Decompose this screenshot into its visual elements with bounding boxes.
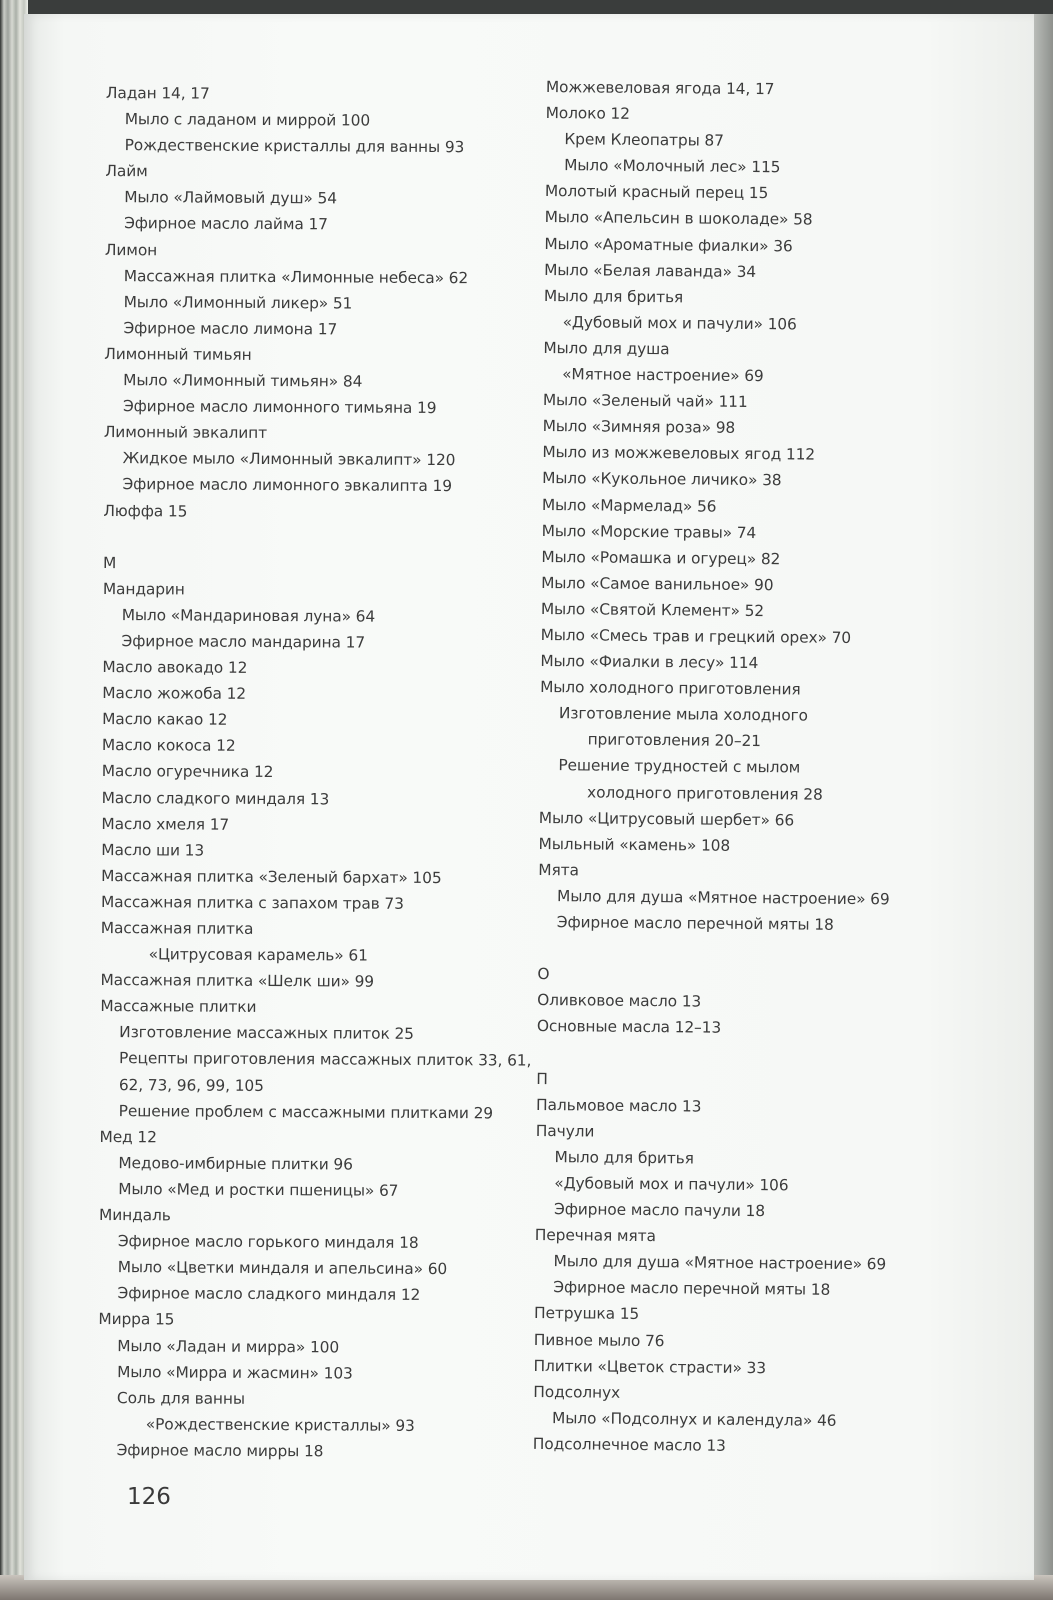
index-entry: Мыльный «камень» 108 [538, 834, 731, 855]
index-subentry: «Дубовый мох и пачули» 106 [554, 1174, 789, 1195]
index-entry: Лимонный эвкалипт [103, 423, 268, 443]
index-entry: Мыло «Ароматные фиалки» 36 [544, 234, 793, 255]
index-entry: Мыло для душа [543, 338, 670, 359]
index-entry: Мыло «Ромашка и огурец» 82 [541, 547, 781, 568]
index-subentry: Жидкое мыло «Лимонный эвкалипт» 120 [122, 449, 456, 470]
index-entry: Мыло для бритья [543, 286, 684, 307]
index-entry: Миндаль [99, 1206, 171, 1225]
index-subentry: Соль для ванны [116, 1388, 245, 1408]
next-page-edge [1034, 14, 1053, 1580]
index-column-right [533, 74, 986, 1461]
index-entry: Молотый красный перец 15 [544, 182, 769, 203]
index-subentry: Мыло для душа «Мятное настроение» 69 [553, 1252, 887, 1274]
index-entry: Мед 12 [99, 1127, 157, 1147]
index-section-letter: М [102, 553, 117, 572]
index-subentry: «Цитрусовая карамель» 61 [148, 945, 368, 965]
index-entry: Массажная плитка «Зеленый бархат» 105 [101, 866, 442, 887]
index-subentry: Мыло «Подсолнух и календула» 46 [552, 1408, 837, 1430]
index-entry: Масло огуречника 12 [101, 762, 274, 782]
index-subentry: Эфирное масло лимонного эвкалипта 19 [122, 475, 452, 496]
index-subentry: Крем Клеопатры 87 [564, 130, 724, 150]
index-entry: Мыло «Зимняя роза» 98 [542, 417, 736, 438]
index-subentry: 62, 73, 96, 99, 105 [118, 1075, 264, 1095]
index-entry: Подсолнечное масло 13 [532, 1434, 726, 1455]
index-section-letter: О [537, 965, 550, 984]
index-entry: Мыло «Смесь трав и грецкий орех» 70 [540, 625, 852, 647]
index-subentry: Эфирное масло пачули 18 [554, 1200, 766, 1221]
index-subentry: Изготовление массажных плиток 25 [119, 1023, 414, 1044]
index-entry: Мыло «Святой Клемент» 52 [540, 599, 765, 620]
index-subentry: Эфирное масло горького миндаля 18 [117, 1232, 419, 1253]
index-entry: Мыло «Мармелад» 56 [541, 495, 717, 516]
index-subentry: приготовления 20–21 [587, 730, 761, 751]
index-entry: Мыло «Фиалки в лесу» 114 [540, 652, 759, 673]
index-entry: Лимонный тимьян [104, 344, 252, 364]
index-entry: Массажная плитка с запахом трав 73 [100, 892, 404, 913]
index-subentry: Массажная плитка «Лимонные небеса» 62 [123, 266, 469, 287]
index-entry: Мята [538, 860, 579, 880]
index-entry: Оливковое масло 13 [537, 991, 702, 1011]
index-entry: Масло хмеля 17 [101, 814, 230, 834]
index-subentry: Эфирное масло лимонного тимьяна 19 [122, 397, 437, 418]
index-entry: Подсолнух [533, 1382, 621, 1402]
index-entry: Мыло «Морские травы» 74 [541, 521, 757, 542]
index-subentry: Решение трудностей с мылом [558, 756, 801, 777]
index-subentry: «Мятное настроение» 69 [562, 365, 764, 386]
index-subentry: холодного приготовления 28 [587, 782, 823, 804]
index-entry: Молоко 12 [545, 104, 630, 123]
index-entry: Пивное мыло 76 [533, 1330, 665, 1350]
index-subentry: Эфирное масло перечной мяты 18 [553, 1278, 831, 1300]
index-subentry: Рождественские кристаллы для ванны 93 [124, 136, 465, 157]
index-entry: Массажная плитка «Шелк ши» 99 [100, 971, 375, 991]
index-entry: Масло авокадо 12 [102, 658, 248, 677]
index-subentry: Мыло «Лаймовый душ» 54 [124, 188, 338, 208]
index-subentry: Эфирное масло лимона 17 [123, 318, 338, 339]
index-entry: Мыло «Кукольное личико» 38 [542, 469, 782, 490]
index-entry: Мирра 15 [98, 1310, 175, 1329]
index-entry: Мыло «Цитрусовый шербет» 66 [538, 808, 795, 830]
index-entry: Масло какао 12 [102, 710, 228, 730]
index-entry: Петрушка 15 [534, 1304, 640, 1324]
index-entry: Масло кокоса 12 [101, 736, 236, 756]
index-subentry: Мыло с ладаном и миррой 100 [124, 110, 371, 130]
index-subentry: Мыло «Мирра и жасмин» 103 [117, 1362, 353, 1383]
index-spacer [103, 524, 543, 553]
index-subentry: Решение проблем с массажными плитками 29 [118, 1101, 494, 1123]
index-entry: Мыло «Зеленый чай» 111 [542, 391, 748, 412]
index-subentry: Эфирное масло мирры 18 [116, 1440, 324, 1461]
index-entry: Пачули [535, 1121, 595, 1141]
index-subentry: Эфирное масло мандарина 17 [121, 632, 366, 652]
index-subentry: «Рождественские кристаллы» 93 [145, 1415, 415, 1435]
page-number: 126 [127, 1484, 171, 1510]
index-entry: Люффа 15 [103, 501, 188, 521]
index-subentry: Эфирное масло перечной мяты 18 [556, 913, 834, 934]
index-entry: Плитки «Цветок страсти» 33 [533, 1356, 767, 1377]
index-entry: Ладан 14, 17 [105, 83, 210, 103]
index-entry: Пальмовое масло 13 [536, 1095, 702, 1116]
index-entry: Масло сладкого миндаля 13 [101, 788, 330, 808]
index-entry: Массажная плитка [100, 918, 254, 938]
index-entry: Мыло «Самое ванильное» 90 [541, 573, 774, 594]
index-subentry: Мыло «Мандариновая луна» 64 [121, 605, 376, 626]
index-subentry: Мыло «Ладан и мирра» 100 [117, 1336, 340, 1356]
index-entry: Можжевеловая ягода 14, 17 [545, 77, 775, 99]
index-entry: Основные масла 12–13 [536, 1017, 722, 1038]
index-subentry: Мыло для душа «Мятное настроение» 69 [557, 887, 890, 909]
index-subentry: Мыло «Цветки миндаля и апельсина» 60 [117, 1258, 448, 1279]
index-entry: Мыло из можжевеловых ягод 112 [542, 443, 816, 464]
index-subentry: Мыло «Лимонный ликер» 51 [123, 292, 353, 313]
index-entry: Мыло «Белая лаванда» 34 [544, 260, 757, 281]
index-entry: Мыло холодного приготовления [540, 678, 801, 699]
index-subentry: Изготовление мыла холодного [558, 704, 808, 725]
index-entry: Мандарин [102, 579, 185, 599]
index-entry: Масло жожоба 12 [102, 684, 247, 704]
index-subentry: Рецепты приготовления массажных плиток 33, 61, [118, 1049, 532, 1071]
index-entry: Лайм [105, 162, 148, 181]
index-section-letter: П [536, 1069, 548, 1088]
index-subentry: Эфирное масло лайма 17 [124, 214, 328, 234]
index-subentry: Мыло «Лимонный тимьян» 84 [123, 371, 363, 391]
index-entry: Перечная мята [534, 1226, 656, 1246]
index-subentry: Мыло «Молочный лес» 115 [564, 156, 781, 177]
index-subentry: Мыло «Мед и ростки пшеницы» 67 [118, 1180, 399, 1200]
index-entry: Лимон [104, 240, 158, 259]
index-subentry: Эфирное масло сладкого миндаля 12 [117, 1284, 421, 1305]
index-entry: Мыло «Апельсин в шоколаде» 58 [544, 208, 813, 230]
index-subentry: «Дубовый мох и пачули» 106 [562, 313, 797, 334]
index-entry: Массажные плитки [100, 997, 257, 1017]
index-entry: Масло ши 13 [101, 840, 205, 860]
index-subentry: Мыло для бритья [554, 1147, 694, 1168]
index-column-left [98, 80, 546, 1466]
index-subentry: Медово-имбирные плитки 96 [118, 1153, 353, 1174]
